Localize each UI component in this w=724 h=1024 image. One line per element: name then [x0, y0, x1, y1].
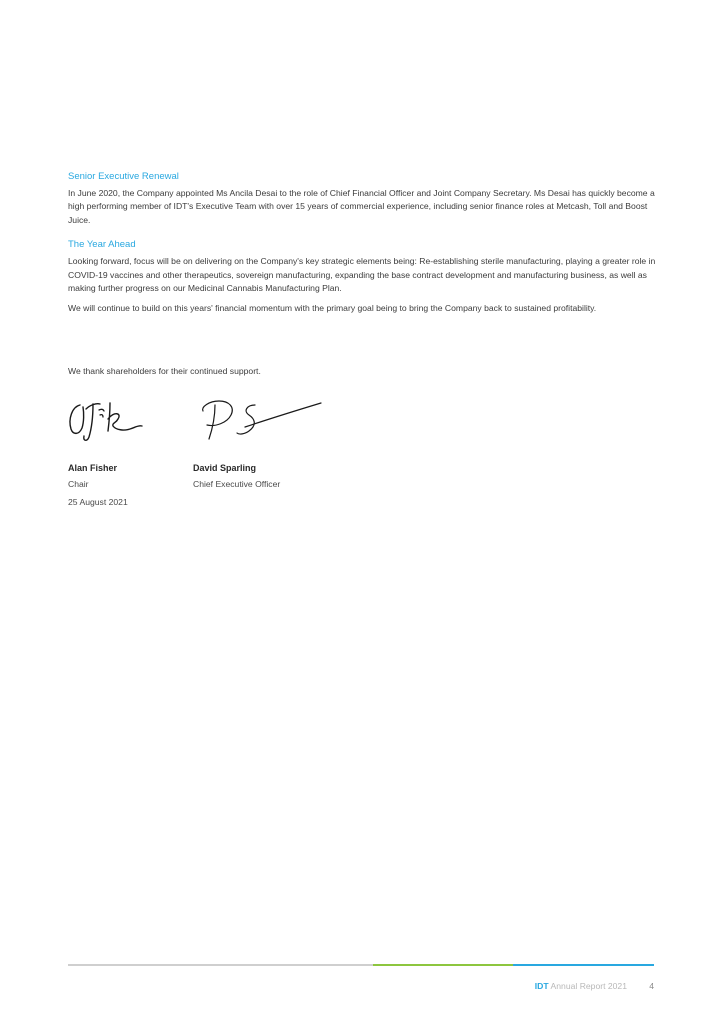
- footer-divider-blue-segment: [513, 964, 654, 966]
- handwritten-signature-icon: [193, 395, 328, 445]
- paragraph-year-ahead-focus: Looking forward, focus will be on delivering on the Company's key strategic elements being: Re-establishing sterile manufacturing, playing a greater role in COVID-19 vaccines and other therapeutics, sovereign manufacturing, expanding the base contract development and manufacturing business, as well as making further progress on our Medicinal Cannabis Manufacturing Plan.: [68, 256, 656, 294]
- signature-david-sparling: [193, 395, 328, 445]
- page-number: 4: [649, 981, 654, 991]
- signature-alan-fisher: [66, 395, 148, 445]
- handwritten-signature-icon: [66, 395, 148, 445]
- signatory-role-chair: Chair: [68, 479, 89, 489]
- footer-divider-grey-segment: [68, 964, 373, 966]
- paragraph-year-ahead-momentum: We will continue to build on this years' financial momentum with the primary goal being to bring the Company back to sustained profitability.: [68, 303, 597, 314]
- letter-body: [68, 170, 658, 323]
- section-heading-year-ahead: The Year Ahead: [68, 239, 136, 251]
- footer-report-title: [535, 981, 627, 991]
- signatory-role-ceo: Chief Executive Officer: [193, 479, 281, 489]
- footer-brand: IDT: [534, 981, 549, 991]
- signatory-name-chair: Alan Fisher: [68, 463, 118, 473]
- footer-title: Annual Report 2021: [550, 981, 627, 991]
- footer-divider-green-segment: [373, 964, 513, 966]
- footer-divider: [68, 964, 654, 966]
- section-heading-senior-executive-renewal: Senior Executive Renewal: [68, 171, 179, 182]
- closing-thanks: We thank shareholders for their continued support.: [68, 366, 261, 376]
- signatory-name-ceo: David Sparling: [193, 463, 257, 473]
- paragraph-senior-executive-renewal: In June 2020, the Company appointed Ms Ancila Desai to the role of Chief Financial Officer and Joint Company Secretary. Ms Desai has quickly become a high performing member of IDT's Executive Team with over 15 years of commercial experience, including senior finance roles at Metcash, Toll and Boost Juice.: [68, 188, 655, 225]
- letter-date: 25 August 2021: [68, 497, 128, 507]
